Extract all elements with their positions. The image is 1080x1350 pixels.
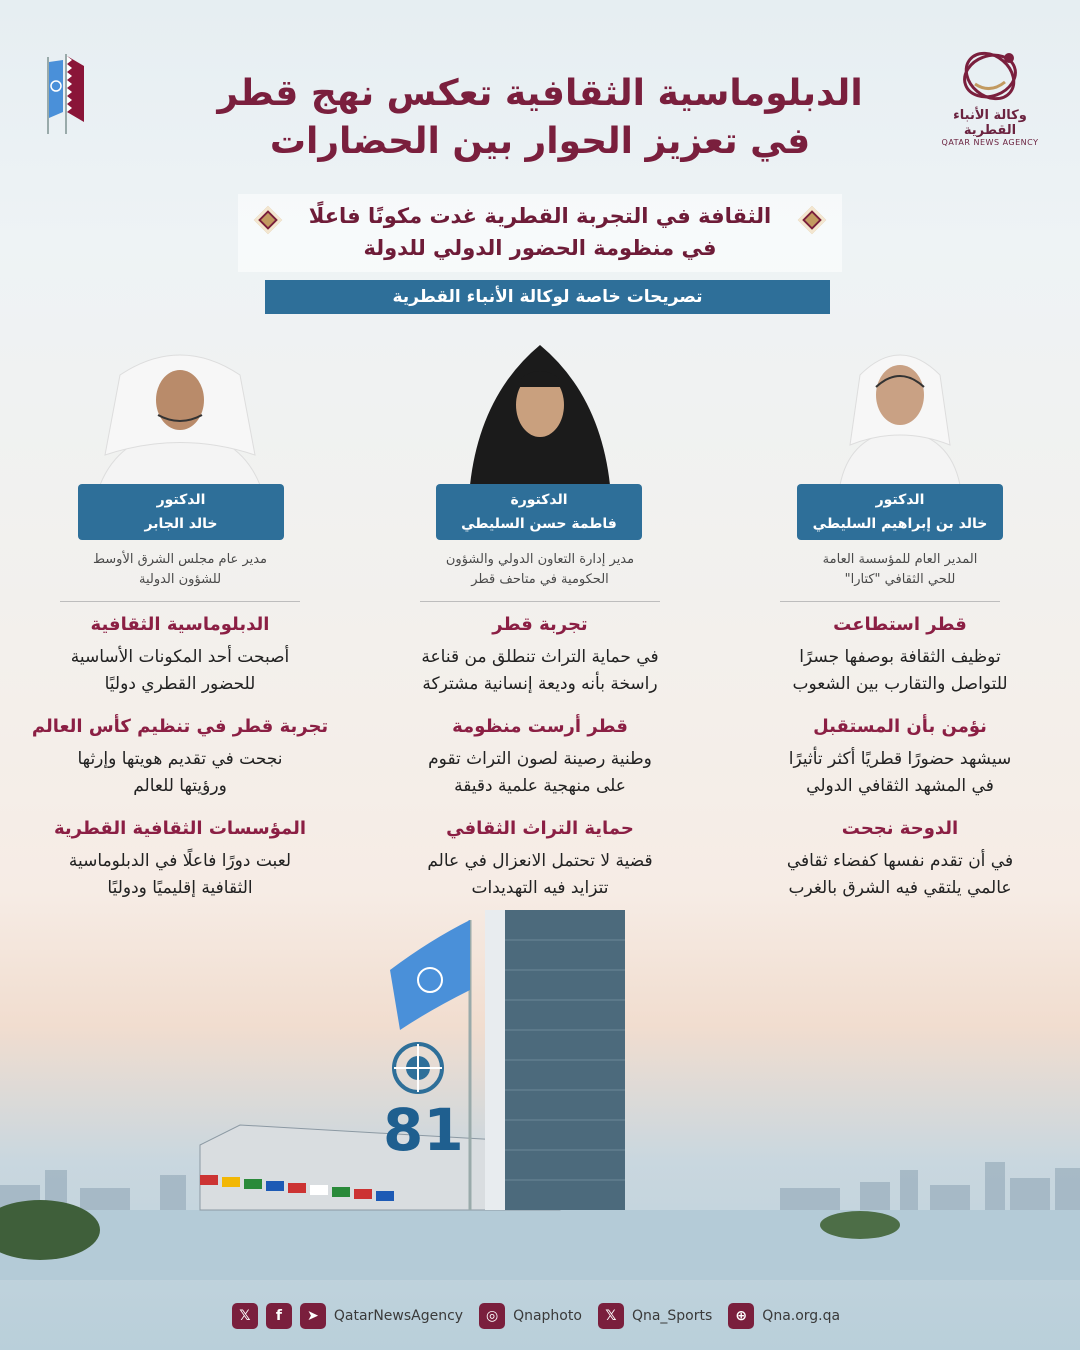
un-emblem-icon xyxy=(390,1040,446,1096)
divider xyxy=(60,601,300,602)
name-card-1 xyxy=(797,484,1003,540)
point-head: قطر استطاعت xyxy=(833,614,967,635)
person-2-role-line-1: مدير إدارة التعاون الدولي والشؤون xyxy=(445,552,635,567)
person-2-role-line-2: الحكومية في متاحف قطر xyxy=(471,572,609,587)
portrait-fatima-sulaiti xyxy=(440,335,640,485)
footer-social xyxy=(0,1294,1080,1338)
person-3-role-line-1: مدير عام مجلس الشرق الأوسط xyxy=(92,552,268,567)
main-title xyxy=(180,70,900,166)
divider xyxy=(780,601,1000,602)
footer-site[interactable]: Qna.org.qa xyxy=(762,1308,841,1324)
person-3-title: الدكتور xyxy=(156,492,206,508)
title-line-1: الدبلوماسية الثقافية تعكس نهج قطر xyxy=(217,73,863,114)
point-body: ورؤيتها للعالم xyxy=(133,776,227,796)
footer-handle[interactable]: QatarNewsAgency xyxy=(333,1308,464,1324)
person-3-role-line-2: للشؤون الدولية xyxy=(138,572,222,587)
portrait-khalid-jaber xyxy=(80,335,280,485)
person-2-title: الدكتورة xyxy=(510,492,568,508)
point-head: تجربة قطر xyxy=(492,614,588,635)
footer-photo[interactable]: Qnaphoto xyxy=(513,1308,582,1324)
point-body: في أن تقدم نفسها كفضاء ثقافي xyxy=(786,851,1014,871)
person-3-points xyxy=(20,612,340,902)
name-card-3 xyxy=(78,484,284,540)
qna-emblem-icon xyxy=(955,44,1025,106)
logo-english: QATAR NEWS AGENCY xyxy=(941,138,1039,147)
point-head: المؤسسات الثقافية القطرية xyxy=(53,818,306,839)
logo-arabic: وكالة الأنباء القطرية xyxy=(953,108,1027,138)
point-head: الدوحة نجحت xyxy=(841,818,959,839)
person-3-role xyxy=(55,550,305,590)
person-1-points xyxy=(745,612,1055,902)
un-headquarters-illustration xyxy=(0,900,1080,1280)
point-body: وطنية رصينة لصون التراث تقوم xyxy=(428,749,652,769)
point-head: حماية التراث الثقافي xyxy=(446,818,634,839)
tag-bar: تصريحات خاصة لوكالة الأنباء القطرية xyxy=(265,280,830,314)
point-body: نجحت في تقديم هويتها وإرثها xyxy=(77,749,283,769)
point-body: أصبحت أحد المكونات الأساسية xyxy=(70,647,290,667)
person-1-name: خالد بن إبراهيم السليطي xyxy=(812,516,988,532)
point-body: الثقافية إقليميًا ودوليًا xyxy=(107,878,253,898)
person-2-name: فاطمة حسن السليطي xyxy=(461,516,617,532)
point-head: الدبلوماسية الثقافية xyxy=(90,614,270,635)
subtitle-line-1: الثقافة في التجربة القطرية غدت مكونًا فاعلًا xyxy=(308,204,772,228)
person-1-title: الدكتور xyxy=(875,492,925,508)
point-head: قطر أرست منظومة xyxy=(452,716,628,737)
person-2-role xyxy=(400,550,680,590)
facebook-icon[interactable]: f xyxy=(266,1303,292,1329)
point-body: للحضور القطري دوليًا xyxy=(104,674,256,694)
portrait-khalid-sulaiti xyxy=(800,335,1000,485)
point-body: للتواصل والتقارب بين الشعوب xyxy=(792,674,1008,694)
point-body: في حماية التراث تنطلق من قناعة xyxy=(421,647,659,667)
point-body: تتزايد فيه التهديدات xyxy=(471,878,609,898)
point-body: لعبت دورًا فاعلًا في الدبلوماسية xyxy=(68,851,292,871)
x-icon[interactable]: 𝕏 xyxy=(598,1303,624,1329)
qatar-flag-icon xyxy=(67,56,84,122)
qna-logo xyxy=(930,44,1050,147)
subtitle xyxy=(270,200,810,264)
person-1-role-line-1: المدير العام للمؤسسة العامة xyxy=(822,552,978,567)
person-1-role xyxy=(780,550,1020,590)
point-body: توظيف الثقافة بوصفها جسرًا xyxy=(799,647,1001,667)
un-number: 81 xyxy=(383,1096,464,1164)
point-body: قضية لا تحتمل الانعزال في عالم xyxy=(427,851,653,871)
point-body: راسخة بأنه وديعة إنسانية مشتركة xyxy=(422,674,658,694)
point-body: على منهجية علمية دقيقة xyxy=(454,776,626,796)
x-icon[interactable]: 𝕏 xyxy=(232,1303,258,1329)
telegram-icon[interactable]: ➤ xyxy=(300,1303,326,1329)
divider xyxy=(420,601,660,602)
flags xyxy=(36,52,96,137)
person-1-role-line-2: للحي الثقافي "كتارا" xyxy=(844,572,956,587)
point-body: سيشهد حضورًا قطريًا أكثر تأثيرًا xyxy=(788,749,1012,769)
point-head: تجربة قطر في تنظيم كأس العالم xyxy=(31,716,329,737)
globe-icon[interactable]: ⊕ xyxy=(728,1303,754,1329)
footer-sports[interactable]: Qna_Sports xyxy=(631,1308,713,1324)
title-line-2: في تعزيز الحوار بين الحضارات xyxy=(269,121,811,162)
point-body: عالمي يلتقي فيه الشرق بالغرب xyxy=(788,878,1012,898)
name-card-2 xyxy=(436,484,642,540)
person-3-name: خالد الجابر xyxy=(144,516,218,532)
person-2-points xyxy=(385,612,695,902)
subtitle-line-2: في منظومة الحضور الدولي للدولة xyxy=(363,236,717,260)
instagram-icon[interactable]: ◎ xyxy=(479,1303,505,1329)
un-81-emblem xyxy=(383,1040,464,1164)
point-body: في المشهد الثقافي الدولي xyxy=(806,776,994,796)
point-head: نؤمن بأن المستقبل xyxy=(813,716,987,737)
